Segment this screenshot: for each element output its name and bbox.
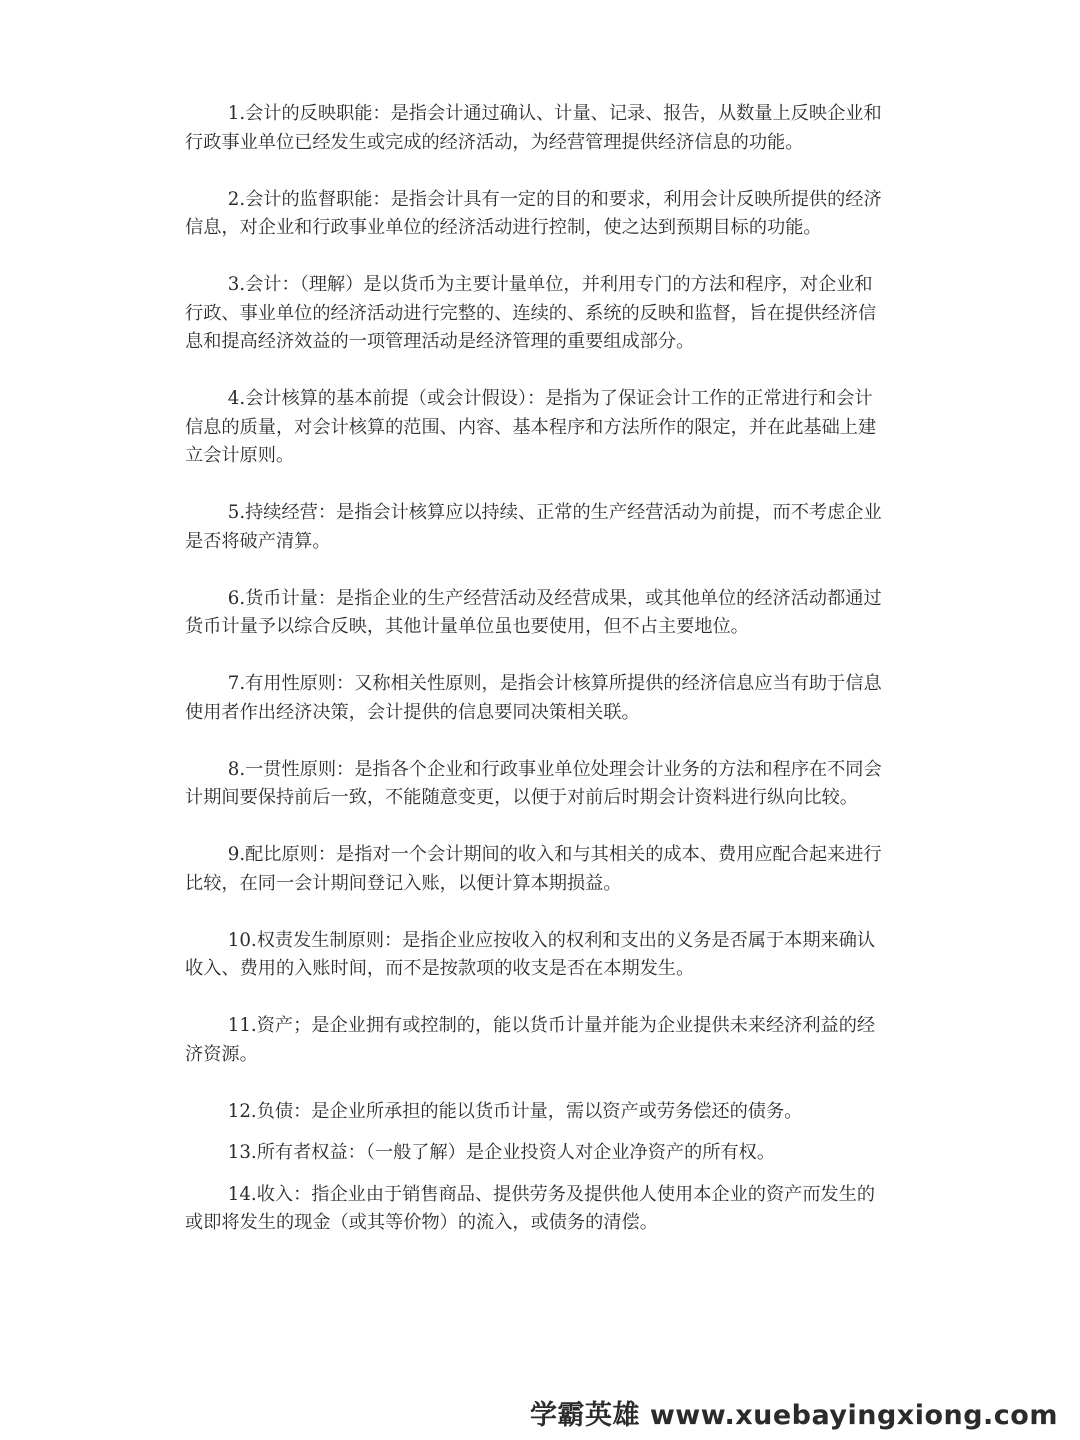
site-watermark: 学霸英雄 www.xuebayingxiong.com [529,1400,1058,1431]
paragraph-4: 4.会计核算的基本前提（或会计假设）：是指为了保证会计工作的正常进行和会计信息的质量，对会计核算的范围、内容、基本程序和方法所作的限定，并在此基础上建立会计原则。 [185,388,877,466]
paragraph-1: 1.会计的反映职能：是指会计通过确认、计量、记录、报告，从数量上反映企业和行政事业单位已经发生或完成的经济活动，为经营管理提供经济信息的功能。 [185,103,882,153]
paragraph-14: 14.收入：指企业由于销售商品、提供劳务及提供他人使用本企业的资产而发生的或即将发生的现金（或其等价物）的流入，或债务的清偿。 [185,1183,876,1233]
paragraph-11: 11.资产；是企业拥有或控制的，能以货币计量并能为企业提供未来经济利益的经济资源。 [185,1015,876,1065]
paragraph-6: 6.货币计量：是指企业的生产经营活动及经营成果，或其他单位的经济活动都通过货币计量予以综合反映，其他计量单位虽也要使用，但不占主要地位。 [185,587,882,637]
paragraph-8: 8.一贯性原则：是指各个企业和行政事业单位处理会计业务的方法和程序在不同会计期间要保持前后一致，不能随意变更，以便于对前后时期会计资料进行纵向比较。 [185,758,882,808]
paragraph-2: 2.会计的监督职能：是指会计具有一定的目的和要求，利用会计反映所提供的经济信息，对企业和行政事业单位的经济活动进行控制，使之达到预期目标的功能。 [185,188,882,238]
paragraph-13: 13.所有者权益：（一般了解）是企业投资人对企业净资产的所有权。 [227,1142,776,1163]
paragraph-10: 10.权责发生制原则：是指企业应按收入的权利和支出的义务是否属于本期来确认收入、费用的入账时间，而不是按款项的收支是否在本期发生。 [185,929,876,979]
paragraph-3: 3.会计：（理解）是以货币为主要计量单位，并利用专门的方法和程序，对企业和行政、事业单位的经济活动进行完整的、连续的、系统的反映和监督，旨在提供经济信息和提高经济效益的一项管理活动是经济管理的重要组成部分。 [185,274,877,352]
paragraph-7: 7.有用性原则：又称相关性原则，是指会计核算所提供的经济信息应当有助于信息使用者作出经济决策，会计提供的信息要同决策相关联。 [185,673,882,723]
paragraph-12: 12.负债：是企业所承担的能以货币计量，需以资产或劳务偿还的债务。 [227,1100,803,1122]
paragraph-5: 5.持续经营：是指会计核算应以持续、正常的生产经营活动为前提，而不考虑企业是否将破产清算。 [185,502,882,552]
document-body [185,100,885,1266]
paragraph-9: 9.配比原则：是指对一个会计期间的收入和与其相关的成本、费用应配合起来进行比较，在同一会计期间登记入账，以便计算本期损益。 [185,844,882,894]
